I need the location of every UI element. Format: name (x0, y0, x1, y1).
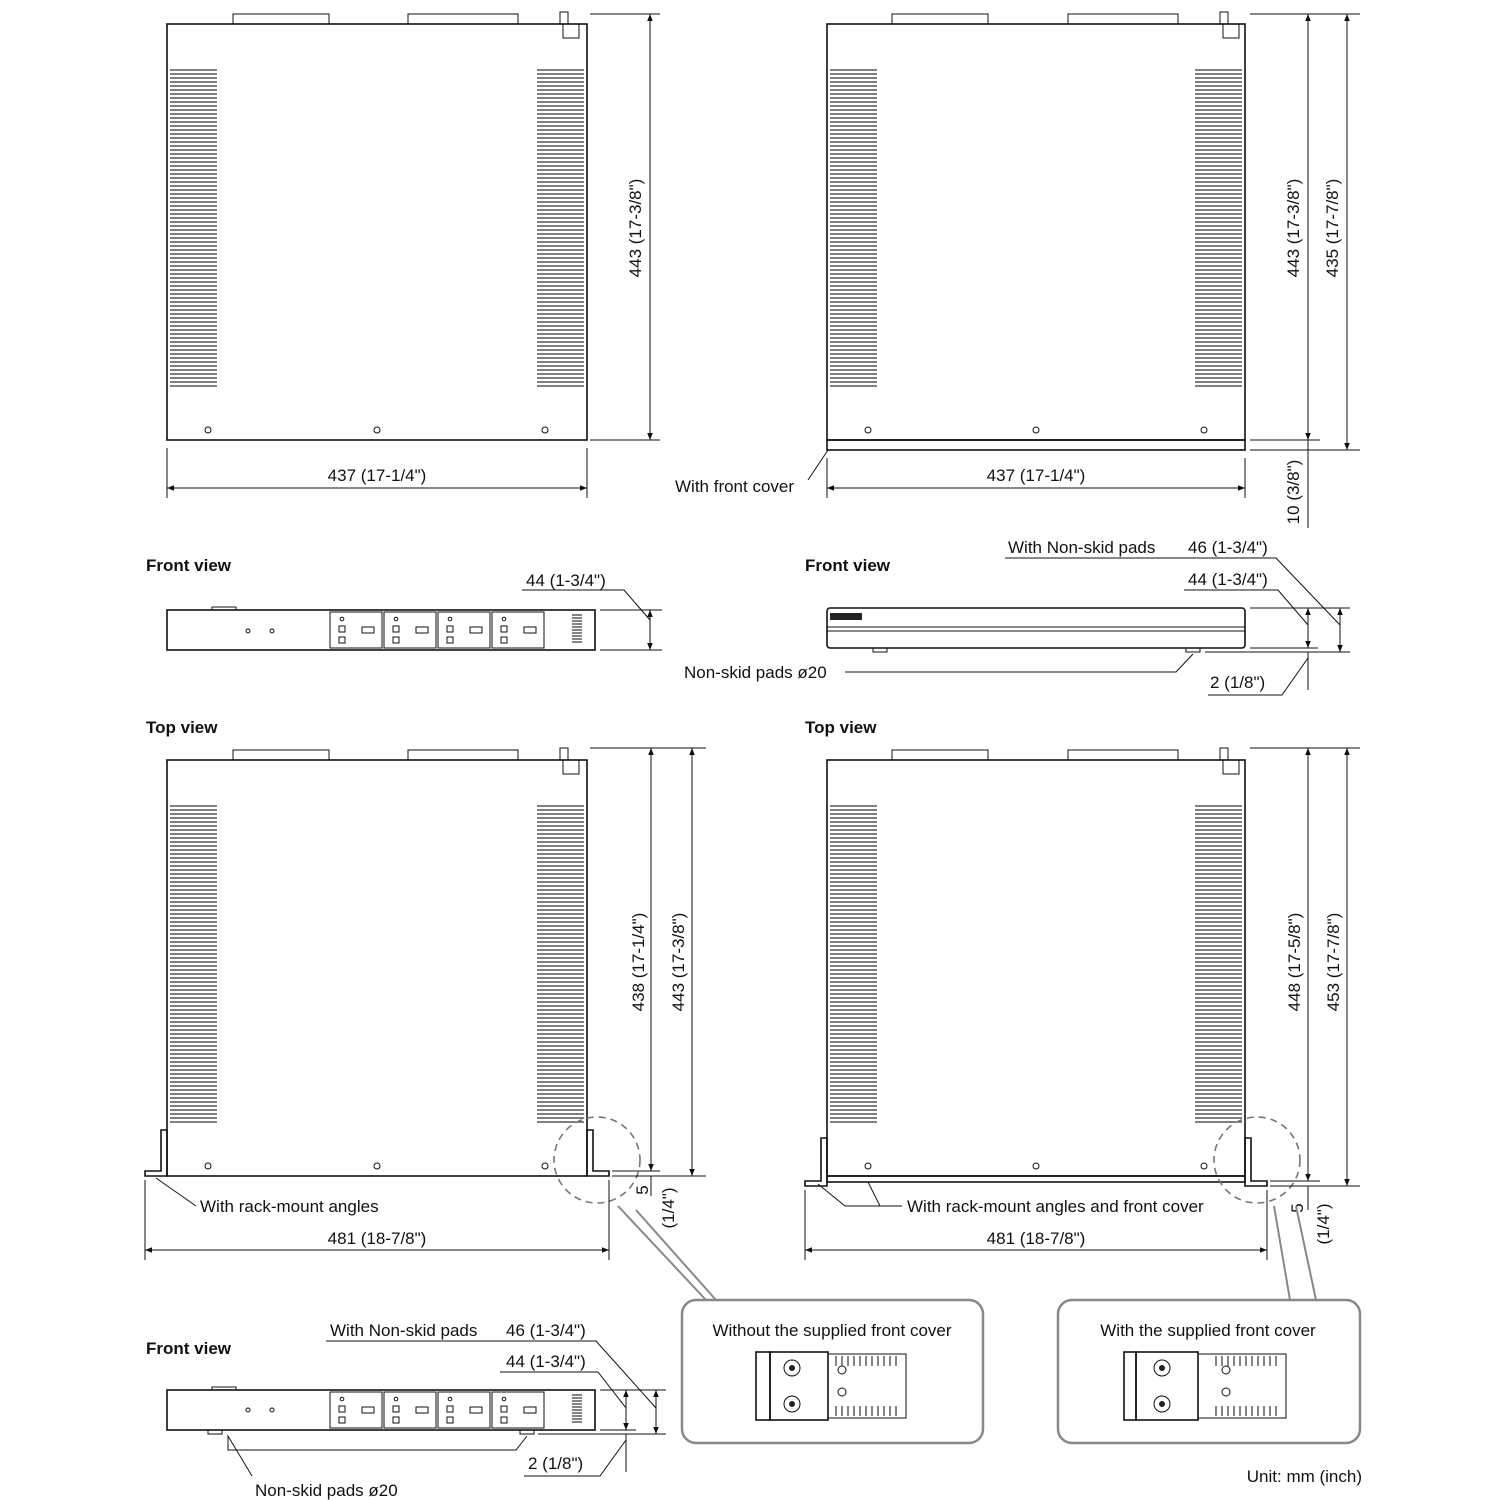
pads-height-dimension-label: 46 (1-3/4") (506, 1321, 586, 1340)
front-view-heading: Front view (146, 556, 232, 575)
height-dimension-label: 44 (1-3/4") (526, 571, 606, 590)
pad-thickness-label: 2 (1/8") (1210, 673, 1266, 692)
vent-slots-left (830, 806, 877, 1122)
non-skid-pads-callout: Non-skid pads ø20 (255, 1481, 398, 1500)
front-cover-panel (827, 608, 1245, 648)
depth-total-dimension-label: 453 (17-7/8") (1324, 912, 1343, 1012)
screw-icon (1201, 427, 1207, 433)
unit-body (167, 760, 587, 1176)
non-skid-pads-label: With Non-skid pads (1008, 538, 1156, 557)
screw-icon (374, 427, 380, 433)
rack-angle-left (805, 1138, 827, 1186)
top-view-heading: Top view (805, 718, 877, 737)
unit-body (827, 760, 1245, 1176)
height-dimension-label: 44 (1-3/4") (506, 1352, 586, 1371)
detail-title: Without the supplied front cover (712, 1321, 952, 1340)
front-view-heading: Front view (146, 1339, 232, 1358)
detail-without-cover (618, 1206, 983, 1443)
screw-icon (205, 1163, 211, 1169)
vent-slots-left (170, 806, 217, 1122)
rear-connectors (892, 748, 1239, 774)
vent-slots-left (830, 70, 877, 386)
screw-icon (865, 1163, 871, 1169)
screw-icon (374, 1163, 380, 1169)
rack-angle-callout: With rack-mount angles (200, 1197, 379, 1216)
vent-slots-left (170, 70, 217, 386)
front-grille (572, 1395, 582, 1422)
front-cover-callout: With front cover (675, 477, 795, 496)
vent-slots-right (1195, 806, 1242, 1122)
channel-blocks (330, 1392, 544, 1428)
pads-height-dimension-label: 46 (1-3/4") (1188, 538, 1268, 557)
rack-offset-inch-label: (1/4") (1314, 1203, 1333, 1245)
screw-icon (1033, 427, 1039, 433)
screw-icon (1033, 1163, 1039, 1169)
indicator-icon (270, 629, 274, 633)
unit-body (167, 24, 587, 440)
rack-offset-inch-label: (1/4") (659, 1187, 678, 1229)
depth-with-cover-dimension-label: 435 (17-7/8") (1323, 178, 1342, 278)
screw-icon (205, 427, 211, 433)
width-dimension-label: 481 (18-7/8") (327, 1229, 427, 1248)
front-view-left (146, 556, 662, 650)
rack-angle-right (587, 1130, 609, 1176)
unit-note: Unit: mm (inch) (1246, 1467, 1362, 1486)
channel-blocks (330, 612, 544, 648)
non-skid-pads-label: With Non-skid pads (330, 1321, 478, 1340)
vent-slots-right (537, 70, 584, 386)
width-dimension-label: 437 (17-1/4") (327, 466, 427, 485)
front-panel (167, 610, 595, 650)
vent-slots-right (537, 806, 584, 1122)
depth-dimension-label: 443 (17-3/8") (626, 178, 645, 278)
detail-circle (554, 1117, 640, 1203)
width-dimension-label: 437 (17-1/4") (986, 466, 1086, 485)
indicator-icon (246, 629, 250, 633)
top-view-rack-left (145, 718, 706, 1260)
rear-connectors (892, 12, 1239, 38)
front-cover (827, 1176, 1245, 1182)
rack-angle-right (1245, 1138, 1267, 1186)
top-view-unit-left (167, 12, 660, 498)
width-dimension-label: 481 (18-7/8") (986, 1229, 1086, 1248)
depth-dimension-label: 443 (17-3/8") (1284, 178, 1303, 278)
detail-circle (1214, 1117, 1300, 1203)
screw-icon (865, 427, 871, 433)
cover-thickness-label: 10 (3/8") (1284, 459, 1303, 525)
depth-total-dimension-label: 443 (17-3/8") (669, 912, 688, 1012)
screw-icon (542, 427, 548, 433)
front-cover (827, 440, 1245, 450)
non-skid-pads-callout: Non-skid pads ø20 (684, 663, 827, 682)
rack-offset-label: 5 (1288, 1203, 1307, 1213)
vent-slots-right (1195, 70, 1242, 386)
screw-icon (542, 1163, 548, 1169)
detail-leader (618, 1206, 738, 1300)
logo-icon (830, 613, 862, 620)
unit-body (827, 24, 1245, 440)
indicator-icon (246, 1408, 250, 1412)
height-dimension-label: 44 (1-3/4") (1188, 570, 1268, 589)
pad-thickness-label: 2 (1/8") (528, 1454, 584, 1473)
rear-connectors (233, 12, 579, 38)
front-panel (167, 1390, 595, 1430)
rack-angle-cover-callout: With rack-mount angles and front cover (907, 1197, 1204, 1216)
top-view-heading: Top view (146, 718, 218, 737)
depth-dimension-label: 448 (17-5/8") (1285, 912, 1304, 1012)
front-view-heading: Front view (805, 556, 891, 575)
front-view-right (684, 538, 1350, 695)
front-view-bottom (146, 1321, 666, 1500)
top-view-unit-right (675, 12, 1360, 528)
top-view-rack-right (805, 718, 1360, 1260)
rear-connectors (233, 748, 579, 774)
front-grille (572, 615, 582, 642)
detail-title: With the supplied front cover (1100, 1321, 1316, 1340)
screw-icon (1201, 1163, 1207, 1169)
rack-offset-label: 5 (633, 1185, 652, 1195)
detail-leader (1274, 1206, 1290, 1300)
rack-angle-left (145, 1130, 167, 1176)
depth-dimension-label: 438 (17-1/4") (629, 912, 648, 1012)
indicator-icon (270, 1408, 274, 1412)
